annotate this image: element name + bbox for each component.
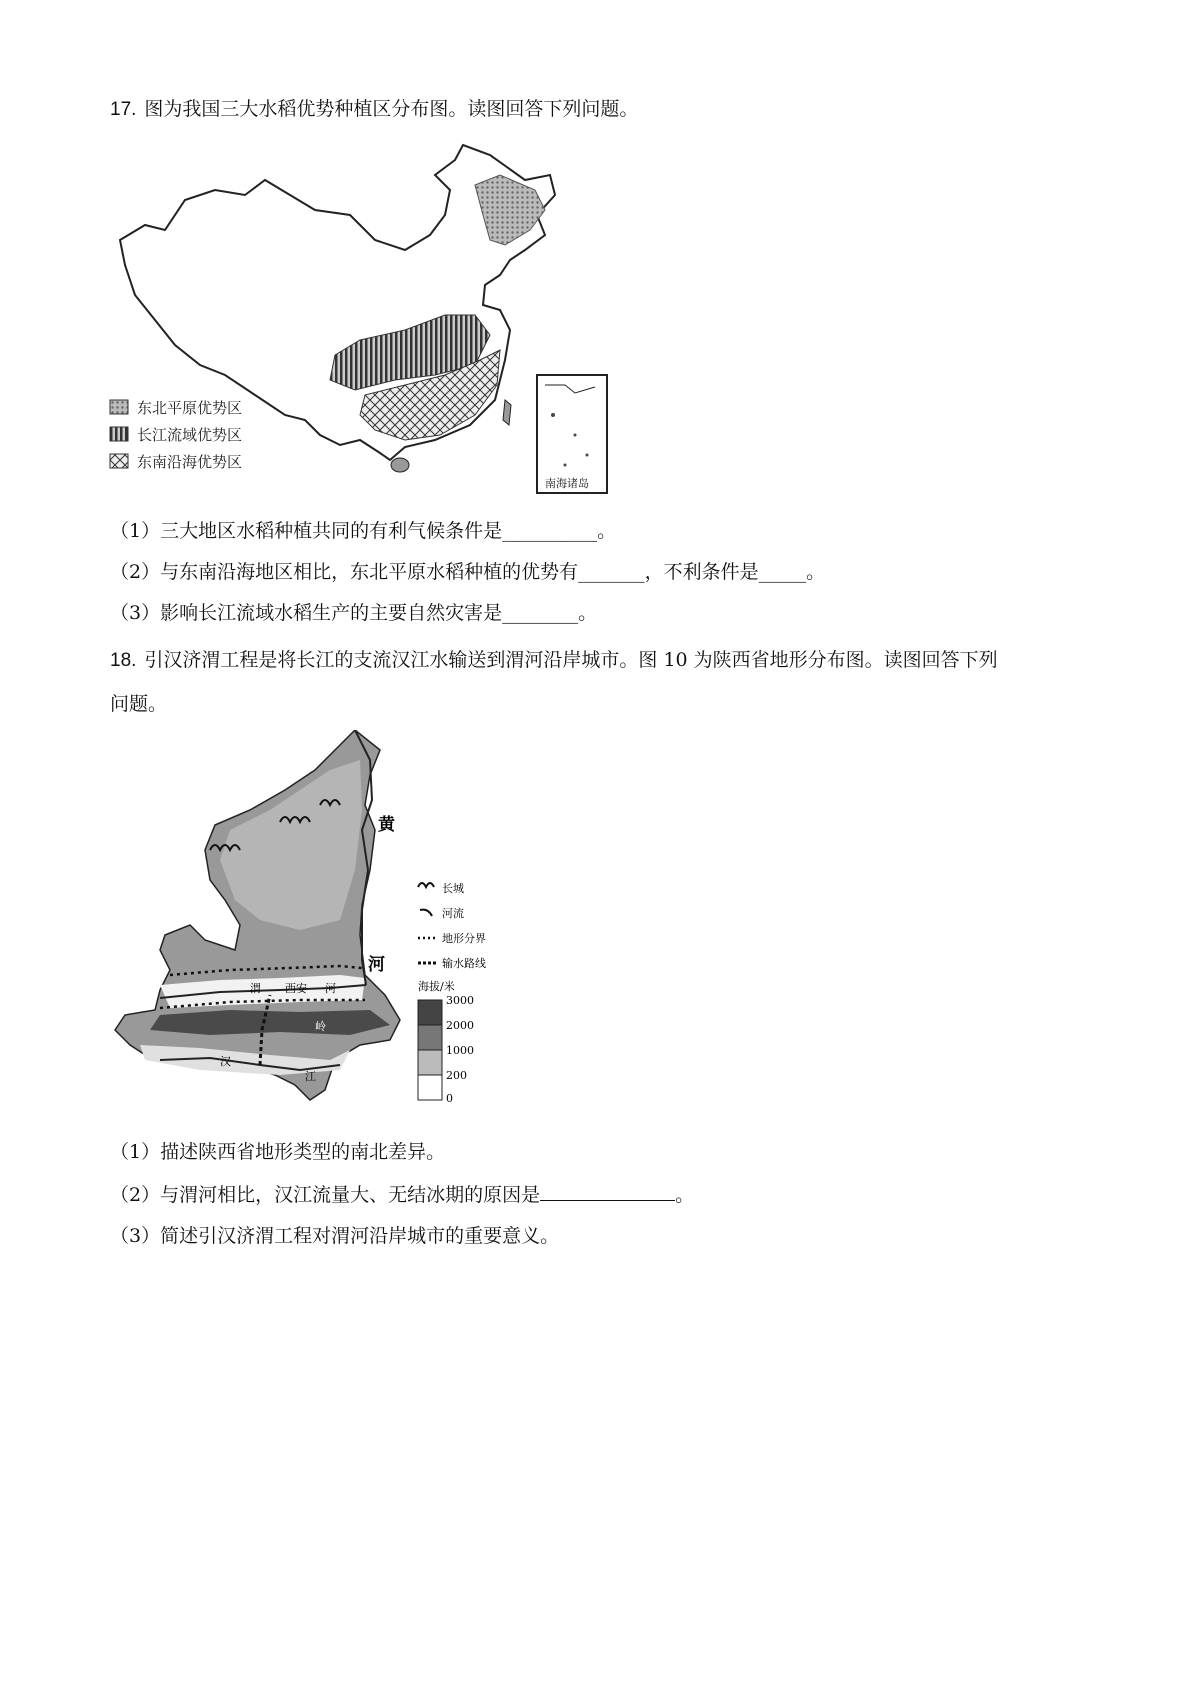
scale-title: 海拔/米: [418, 980, 455, 993]
q18-sub-2-blank: [540, 1180, 675, 1201]
legend-terrain-boundary: 地形分界: [442, 932, 486, 945]
q18-sub-2-line: [110, 1180, 694, 1209]
china-rice-map: [105, 135, 685, 500]
label-he2: 河: [325, 982, 336, 995]
legend-water-route: 输水路线: [442, 957, 486, 970]
scale-2000: 2000: [446, 1019, 474, 1032]
q17-sub-2: （2）与东南沿海地区相比，东北平原水稻种植的优势有_______，不利条件是_____。: [110, 561, 826, 583]
q17-sub-1: （1）三大地区水稻种植共同的有利气候条件是__________。: [110, 520, 617, 542]
scale-3000: 3000: [446, 994, 474, 1007]
legend-yangtze: 长江流域优势区: [137, 426, 243, 444]
legend-swatch-yangtze: [110, 427, 128, 441]
q17-sub-3: （3）影响长江流域水稻生产的主要自然灾害是________。: [110, 602, 598, 624]
legend-swatch-northeast: [110, 400, 128, 414]
label-he: 河: [368, 955, 385, 975]
q17-stem: 图为我国三大水稻优势种植区分布图。读图回答下列问题。: [144, 98, 639, 120]
q18-stem-1: 引汉济渭工程是将长江的支流汉江水输送到渭河沿岸城市。图 10 为陕西省地形分布图。读图回答下列: [144, 649, 998, 671]
hainan: [391, 458, 409, 472]
q18-number: 18.: [110, 650, 137, 671]
label-wei: 渭: [250, 982, 261, 995]
q17-number: 17.: [110, 99, 137, 120]
label-han: 汉: [220, 1055, 231, 1068]
q17-stem-line: [110, 95, 638, 124]
q18-sub-3: （3）简述引汉济渭工程对渭河沿岸城市的重要意义。: [110, 1225, 560, 1247]
label-huang: 黄: [378, 815, 395, 835]
q18-sub-1: （1）描述陕西省地形类型的南北差异。: [110, 1141, 446, 1163]
scale-200: 200: [446, 1069, 467, 1082]
legend-northeast: 东北平原优势区: [137, 399, 243, 417]
taiwan: [503, 400, 511, 425]
inset-box: [537, 375, 607, 493]
q18-sub-2: （2）与渭河相比，汉江流量大、无结冰期的原因是: [110, 1184, 541, 1206]
legend-swatch-southeast: [110, 454, 128, 468]
scale-1000: 1000: [446, 1044, 474, 1057]
inset-label: 南海诸岛: [545, 477, 589, 490]
legend-great-wall: 长城: [442, 882, 464, 895]
label-jiang: 江: [305, 1070, 316, 1083]
shaanxi-terrain-map: [100, 730, 540, 1110]
scale-0: 0: [446, 1092, 453, 1105]
legend-southeast: 东南沿海优势区: [137, 453, 243, 471]
q18-sub-2-end: 。: [675, 1184, 695, 1206]
label-ling: 岭: [315, 1020, 326, 1033]
q18-stem-line-1: [110, 646, 998, 675]
legend-river: 河流: [442, 907, 464, 920]
q18-stem-line-2: 问题。: [110, 693, 168, 715]
label-xian: 西安: [285, 982, 307, 995]
